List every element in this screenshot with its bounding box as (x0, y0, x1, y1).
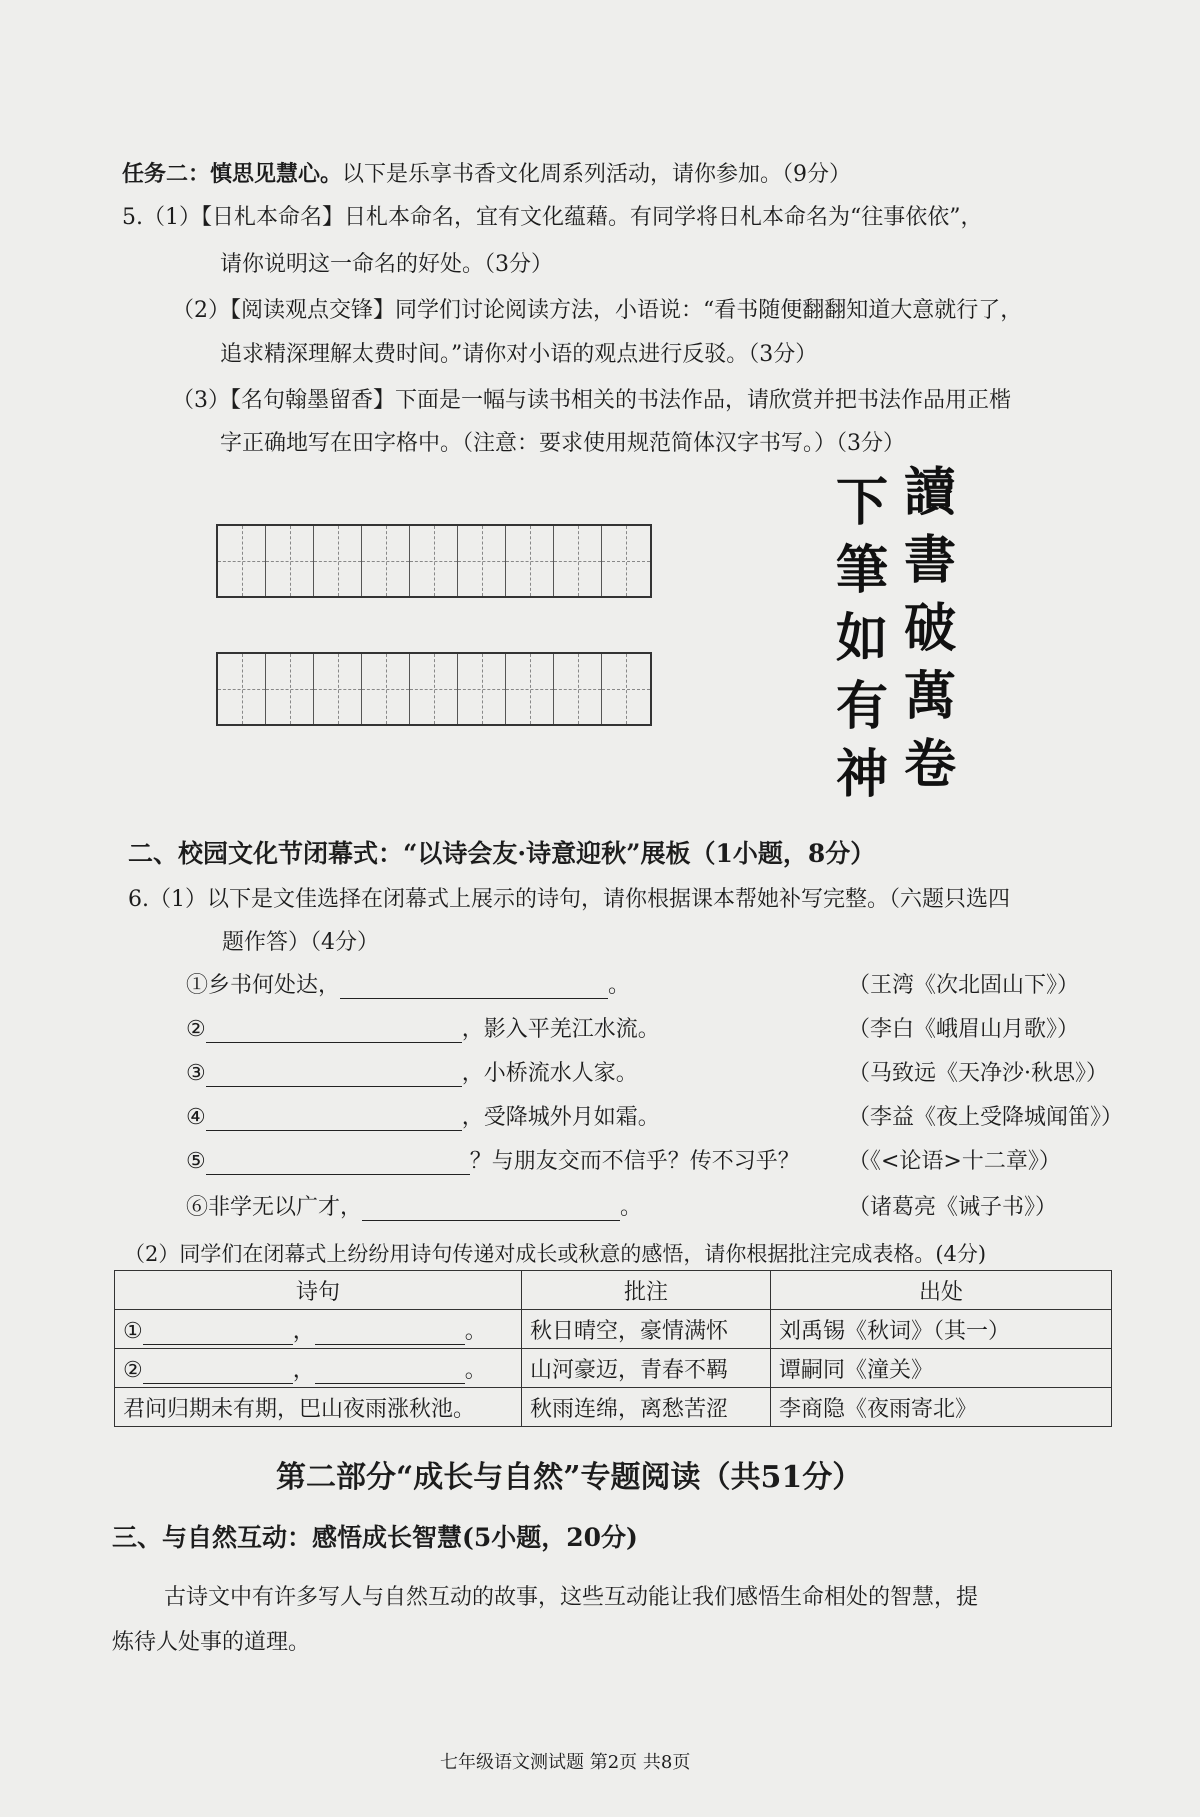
q5-part3-line1: （3）【名句翰墨留香】下面是一幅与读书相关的书法作品，请欣赏并把书法作品用正楷 (172, 388, 1011, 413)
q5-part1-line2: 请你说明这一命名的好处。（3分） (220, 252, 553, 277)
table-header: 批注 (522, 1271, 771, 1310)
fill-item-post: 。 (608, 973, 631, 998)
fill-item-pre: ⑤ (186, 1149, 206, 1174)
calligraphy-char: 下 (835, 472, 888, 533)
fill-item-3 (186, 1056, 638, 1087)
fill-item-post: ，受降城外月如霜。 (461, 1105, 660, 1130)
fill-item-post: 。 (620, 1195, 643, 1220)
answer-blank[interactable] (143, 1322, 293, 1345)
calligraphy-char: 書 (903, 530, 956, 591)
q6-intro-line1: 6.（1）以下是文佳选择在闭幕式上展示的诗句，请你根据课本帮她补写完整。（六题只选四 (128, 887, 1010, 912)
answer-blank[interactable] (206, 1064, 462, 1087)
poem-comma: ， (292, 1318, 315, 1344)
answer-blank[interactable] (206, 1152, 470, 1175)
fill-item-pre: ③ (186, 1061, 206, 1086)
part2-title: 第二部分“成长与自然”专题阅读（共51分） (276, 1460, 863, 1495)
calligraphy-char: 神 (835, 744, 888, 805)
table-header: 诗句 (115, 1271, 522, 1310)
grid-cell[interactable] (554, 526, 602, 596)
fill-item-1 (186, 968, 630, 999)
fill-item-5-source: （《<论语>十二章》） (848, 1149, 1061, 1174)
grid-cell[interactable] (458, 654, 506, 724)
grid-cell[interactable] (602, 526, 650, 596)
fill-item-4-source: （李益《夜上受降城闻笛》） (848, 1105, 1124, 1130)
grid-cell[interactable] (554, 654, 602, 724)
fill-item-pre: ④ (186, 1105, 206, 1130)
grid-cell[interactable] (266, 654, 314, 724)
answer-blank[interactable] (206, 1020, 462, 1043)
note-cell: 秋日晴空，豪情满怀 (522, 1310, 771, 1349)
table-header-row (115, 1271, 1112, 1310)
poem-cell (115, 1310, 522, 1349)
answer-blank[interactable] (362, 1198, 620, 1221)
grid-cell[interactable] (362, 526, 410, 596)
fill-item-pre: ② (186, 1017, 206, 1042)
grid-cell[interactable] (218, 654, 266, 724)
answer-blank[interactable] (315, 1322, 465, 1345)
grid-cell[interactable] (314, 654, 362, 724)
grid-cell[interactable] (602, 654, 650, 724)
calligraphy-char: 如 (835, 608, 888, 669)
tianzige-grid-1[interactable] (216, 524, 652, 598)
poem-cell: 君问归期未有期，巴山夜雨涨秋池。 (115, 1388, 522, 1427)
calligraphy-char: 卷 (903, 734, 956, 795)
poem-comma: ， (292, 1357, 315, 1383)
poem-prefix: ① (123, 1318, 143, 1344)
fill-item-post: ，影入平羌江水流。 (461, 1017, 660, 1042)
calligraphy-char: 萬 (903, 666, 956, 727)
calligraphy-char: 筆 (835, 540, 888, 601)
task2-desc: 以下是乐享书香文化周系列活动，请你参加。（9分） (342, 162, 852, 187)
grid-cell[interactable] (314, 526, 362, 596)
poem-prefix: ② (123, 1357, 143, 1383)
calligraphy-char: 讀 (903, 462, 956, 523)
source-cell: 刘禹锡《秋词》（其一） (771, 1310, 1112, 1349)
poem-period: 。 (464, 1318, 487, 1344)
section3-intro-line2: 炼待人处事的道理。 (112, 1630, 311, 1655)
task2-heading (122, 157, 851, 188)
fill-item-pre: ①乡书何处达， (186, 973, 341, 998)
fill-item-2-source: （李白《峨眉山月歌》） (848, 1017, 1080, 1042)
source-cell: 李商隐《夜雨寄北》 (771, 1388, 1112, 1427)
fill-item-post: ？与朋友交而不信乎？传不习乎？ (469, 1149, 800, 1174)
task2-title: 任务二：慎思见慧心。 (122, 161, 343, 187)
note-cell: 秋雨连绵，离愁苦涩 (522, 1388, 771, 1427)
tianzige-grid-2[interactable] (216, 652, 652, 726)
grid-cell[interactable] (458, 526, 506, 596)
answer-blank[interactable] (340, 976, 608, 999)
table-row (115, 1349, 1112, 1388)
source-cell: 谭嗣同《潼关》 (771, 1349, 1112, 1388)
fill-item-pre: ⑥非学无以广才， (186, 1195, 363, 1220)
table-header: 出处 (771, 1271, 1112, 1310)
fill-item-3-source: （马致远《天净沙·秋思》） (848, 1061, 1108, 1086)
calligraphy-char: 有 (835, 676, 888, 737)
fill-item-2 (186, 1012, 660, 1043)
fill-item-6-source: （诸葛亮《诫子书》） (848, 1195, 1058, 1220)
q6-intro-line2: 题作答）（4分） (222, 930, 379, 955)
grid-cell[interactable] (506, 654, 554, 724)
q5-part1-line1: 5.（1）【日札本命名】日札本命名，宜有文化蕴藉。有同学将日札本命名为“往事依依”， (122, 205, 983, 230)
grid-cell[interactable] (218, 526, 266, 596)
table-row (115, 1310, 1112, 1349)
grid-cell[interactable] (410, 654, 458, 724)
page-footer: 七年级语文测试题 第2页 共8页 (440, 1752, 691, 1773)
fill-item-6 (186, 1190, 642, 1221)
poem-annotation-table (114, 1270, 1112, 1427)
grid-cell[interactable] (266, 526, 314, 596)
q5-part3-line2: 字正确地写在田字格中。（注意：要求使用规范简体汉字书写。）（3分） (220, 431, 905, 456)
q6-part2-prompt: （2）同学们在闭幕式上纷纷用诗句传递对成长或秋意的感悟，请你根据批注完成表格。(4分) (124, 1242, 987, 1266)
section3-intro-line1: 古诗文中有许多写人与自然互动的故事，这些互动能让我们感悟生命相处的智慧，提 (164, 1585, 979, 1610)
fill-item-4 (186, 1100, 660, 1131)
grid-cell[interactable] (506, 526, 554, 596)
answer-blank[interactable] (315, 1361, 465, 1384)
poem-period: 。 (464, 1357, 487, 1383)
poem-cell (115, 1349, 522, 1388)
grid-cell[interactable] (410, 526, 458, 596)
note-cell: 山河豪迈，青春不羁 (522, 1349, 771, 1388)
q5-part2-line1: （2）【阅读观点交锋】同学们讨论阅读方法，小语说：“看书随便翻翻知道大意就行了， (172, 298, 1023, 323)
table-row (115, 1388, 1112, 1427)
q5-part2-line2: 追求精深理解太费时间。”请你对小语的观点进行反驳。（3分） (220, 342, 818, 367)
section2-title: 二、校园文化节闭幕式：“以诗会友·诗意迎秋”展板（1小题，8分） (128, 839, 876, 868)
answer-blank[interactable] (143, 1361, 293, 1384)
grid-cell[interactable] (362, 654, 410, 724)
fill-item-1-source: （王湾《次北固山下》） (848, 973, 1080, 998)
fill-item-post: ，小桥流水人家。 (461, 1061, 638, 1086)
calligraphy-char: 破 (903, 598, 956, 659)
section3-title: 三、与自然互动：感悟成长智慧(5小题，20分) (112, 1523, 638, 1552)
answer-blank[interactable] (206, 1108, 462, 1131)
fill-item-5 (186, 1144, 800, 1175)
